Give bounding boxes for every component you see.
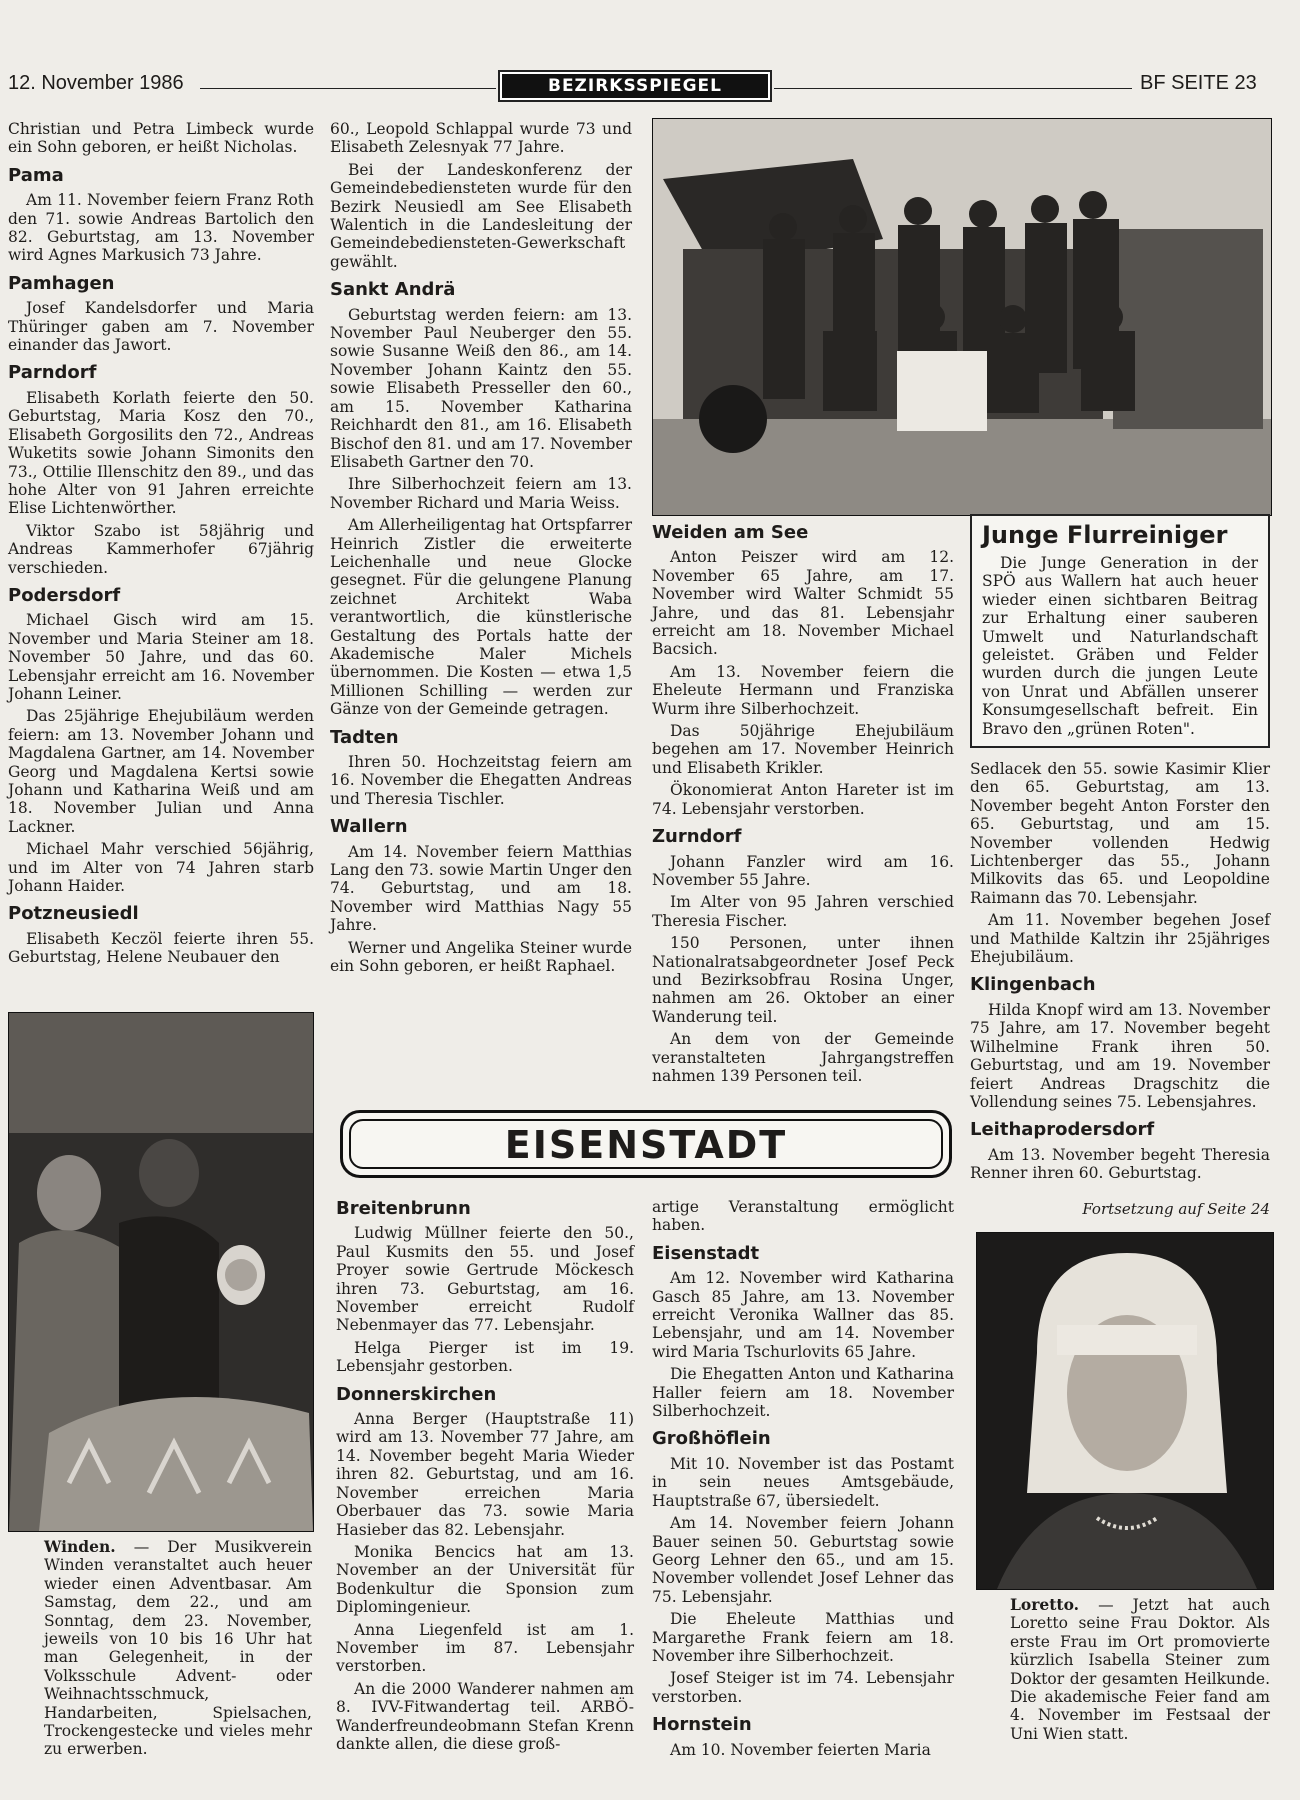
article-paragraph: Anna Liegenfeld ist am 1. November im 87. Lebensjahr verstorben.	[336, 1620, 634, 1676]
winden-photo	[8, 1012, 314, 1532]
place-heading: Hornstein	[652, 1714, 752, 1736]
column-2	[330, 120, 632, 979]
article-paragraph: Bei der Landeskonferenz der Gemeindebediensteten wurde für den Bezirk Neusiedl am See Elisabeth Walentich in die Landesleitung der Gemeindebediensteten-Gewerkschaft gewählt.	[330, 160, 632, 271]
winden-caption	[44, 1538, 312, 1759]
article-paragraph: artige Veranstaltung ermöglicht haben.	[652, 1198, 954, 1235]
column-4	[970, 760, 1270, 1187]
article-paragraph: Am 14. November feiern Johann Bauer seinen 50. Geburtstag sowie Georg Lehner den 65., und am 15. November vollendet Josef Lehner das 75. Lebensjahr.	[652, 1514, 954, 1606]
article-paragraph: Die Eheleute Matthias und Margarethe Frank feiern am 18. November ihre Silberhochzeit.	[652, 1610, 954, 1665]
article-paragraph: Im Alter von 95 Jahren verschied Theresia Fischer.	[652, 893, 954, 930]
continuation-note: Fortsetzung auf Seite 24	[1082, 1200, 1270, 1218]
article-paragraph: Anna Berger (Hauptstraße 11) wird am 13. November 77 Jahre, am 14. November begeht Maria Wieder ihren 82. Geburtstag, und am 16. November erreichen Maria Oberbauer das 73. sowie Maria Hasieber das 82. Lebensjahr.	[336, 1410, 634, 1539]
loretto-caption-lead: Loretto.	[1010, 1595, 1080, 1614]
article-paragraph: Werner und Angelika Steiner wurde ein Sohn geboren, er heißt Raphael.	[330, 938, 632, 976]
column-5	[336, 1190, 634, 1757]
column-1	[8, 120, 314, 971]
article-paragraph: Ökonomierat Anton Hareter ist im 74. Lebensjahr verstorben.	[652, 781, 954, 818]
junge-flurreiniger-box	[970, 514, 1270, 748]
loretto-caption	[1010, 1596, 1270, 1743]
winden-caption-lead: Winden.	[44, 1537, 116, 1556]
place-heading: Tadten	[330, 726, 399, 748]
article-paragraph: Josef Steiger ist im 74. Lebensjahr verstorben.	[652, 1669, 954, 1706]
junge-flurreiniger-text: Die Junge Generation in der SPÖ aus Wallern hat auch heuer wieder einen sichtbaren Beitrag zur Erhaltung einer sauberen Umwelt und Naturlandschaft geleistet. Gräben und Felder wurden durch die jungen Leute von Unrat und Abfällen unserer Konsumgesellschaft befreit. Ein Bravo den „grünen Roten".	[982, 554, 1258, 738]
article-paragraph: An die 2000 Wanderer nahmen am 8. IVV-Fitwandertag teil. ARBÖ-Wanderfreundeobmann Stefan Krenn dankte allen, die diese groß-	[336, 1679, 634, 1753]
place-heading: Potzneusiedl	[8, 903, 139, 925]
article-paragraph: Am 10. November feierten Maria	[670, 1740, 931, 1759]
advent-bazaar-image	[9, 1013, 313, 1531]
article-paragraph: Josef Kandelsdorfer und Maria Thüringer gaben am 7. November einander das Jawort.	[8, 299, 314, 355]
article-paragraph: Helga Pierger ist im 19. Lebensjahr gestorben.	[336, 1338, 634, 1376]
article-paragraph: Viktor Szabo ist 58jährig und Andreas Kammerhofer 67jährig verschieden.	[8, 521, 314, 577]
article-paragraph: Christian und Petra Limbeck wurde ein Sohn geboren, er heißt Nicholas.	[8, 120, 314, 157]
article-paragraph: 150 Personen, unter ihnen Nationalratsabgeordneter Josef Peck und Bezirksobfrau Rosina Unger, nahmen am 26. Oktober an einer Wanderung teil.	[652, 934, 954, 1026]
article-paragraph: Am 13. November begeht Theresia Renner ihren 60. Geburtstag.	[970, 1145, 1270, 1183]
place-heading: Eisenstadt	[652, 1242, 760, 1264]
article-paragraph: Am 14. November feiern Matthias Lang den 73. sowie Martin Unger den 74. Geburtstag, und am 18. November wird Matthias Nagy 55 Jahre.	[330, 842, 632, 935]
eisenstadt-banner	[340, 1110, 952, 1178]
place-heading: Großhöflein	[652, 1428, 771, 1450]
article-paragraph: Ihre Silberhochzeit feiern am 13. November Richard und Maria Weiss.	[330, 475, 632, 512]
place-heading: Donnerskirchen	[336, 1383, 497, 1405]
article-paragraph: Am 12. November wird Katharina Gasch 85 Jahre, am 13. November erreicht Veronika Wallner das 85. Lebensjahr, und am 14. November wird Maria Tschurlovits 65 Jahre.	[652, 1269, 954, 1361]
article-paragraph: Monika Bencics hat am 13. November an der Universität für Bodenkultur die Sponsion zum Diplomingenieur.	[336, 1542, 634, 1617]
eisenstadt-banner-text: EISENSTADT	[349, 1119, 943, 1169]
page-number: BF SEITE 23	[1140, 72, 1257, 94]
loretto-caption-text: — Jetzt hat auch Loretto seine Frau Doktor. Als erste Frau im Ort promovierte kürzlich Isabella Steiner zum Doktor der gesamten Heilkunde. Die akademische Feier fand am 4. November im Festsaal der Uni Wien statt.	[1010, 1596, 1270, 1743]
place-heading: Sankt Andrä	[330, 279, 456, 301]
flurreiniger-photo	[652, 118, 1272, 516]
article-paragraph: Michael Mahr verschied 56jährig, und im Alter von 74 Jahren starb Johann Haider.	[8, 840, 314, 896]
header-rule-left	[200, 88, 496, 89]
article-paragraph: Mit 10. November ist das Postamt in sein neues Amtsgebäude, Hauptstraße 67, übersiedelt.	[652, 1454, 954, 1510]
section-title: BEZIRKSSPIEGEL	[502, 74, 768, 98]
article-paragraph: Das 50jährige Ehejubiläum begehen am 17. November Heinrich und Elisabeth Krikler.	[652, 722, 954, 777]
place-heading: Pamhagen	[8, 272, 115, 294]
article-paragraph: Das 25jährige Ehejubiläum werden feiern: am 13. November Johann und Magdalena Gartner, am 14. November Georg und Magdalena Kertsi sowie Johann und Katharina Weiß und am 18. November Julian und Anna Lackner.	[8, 707, 314, 836]
article-paragraph: Die Ehegatten Anton und Katharina Haller feiern am 18. November Silberhochzeit.	[652, 1365, 954, 1421]
column-3	[652, 514, 954, 1089]
article-paragraph: Hilda Knopf wird am 13. November 75 Jahre, am 17. November begeht Wilhelmine Frank ihren 50. Geburtstag, und am 19. November feiert Andreas Dragschitz die Vollendung seines 75. Lebensjahres.	[970, 1000, 1270, 1111]
group-truck-image	[653, 119, 1271, 515]
place-heading: Zurndorf	[652, 826, 742, 848]
place-heading: Weiden am See	[652, 522, 809, 543]
portrait-image	[977, 1233, 1273, 1589]
place-heading: Podersdorf	[8, 584, 121, 606]
issue-date: 12. November 1986	[8, 72, 184, 94]
article-paragraph: 60., Leopold Schlappal wurde 73 und Elisabeth Zelesnyak 77 Jahre.	[330, 120, 632, 157]
header-rule-right	[774, 88, 1132, 89]
article-paragraph: Geburtstag werden feiern: am 13. November Paul Neuberger den 55. sowie Susanne Weiß den 86., am 14. November Johann Kaintz den 55. sowie Elisabeth Presseller den 60., am 15. November Katharina Reichhardt den 81., am 16. Elisabeth Bischof den 81. und am 17. November Elisabeth Gartner den 70.	[330, 305, 632, 471]
place-heading: Wallern	[330, 816, 408, 838]
article-paragraph: Michael Gisch wird am 15. November und Maria Steiner am 18. November 50 Jahre, und das 60. Lebensjahr erreicht am 16. November Johann Leiner.	[8, 611, 314, 703]
article-paragraph: Johann Fanzler wird am 16. November 55 Jahre.	[652, 852, 954, 889]
junge-flurreiniger-title: Junge Flurreiniger	[982, 521, 1228, 549]
place-heading: Parndorf	[8, 362, 97, 384]
article-paragraph: Sedlacek den 55. sowie Kasimir Klier den 65. Geburtstag, am 13. November begeht Anton Forster den 65. Geburtstag, und am 15. November vollenden Hedwig Lichtenberger das 55., Johann Milkovits das 65. und Leopoldine Raimann das 70. Lebensjahr.	[970, 760, 1270, 907]
article-paragraph: Elisabeth Korlath feierte den 50. Geburtstag, Maria Kosz den 70., Elisabeth Gorgosilits den 72., Andreas Wuketits sowie Johann Simonits den 73., Ottilie Illenschitz den 89., und das hohe Alter von 91 Jahren erreichte Elise Lichtenwörther.	[8, 388, 314, 518]
place-heading: Pama	[8, 164, 64, 186]
article-paragraph: Ludwig Müllner feierte den 50., Paul Kusmits den 55. und Josef Proyer sowie Gertrude Möckesch ihren 73. Geburtstag, am 16. November erreicht Rudolf Nebenmayer das 77. Lebensjahr.	[336, 1224, 634, 1335]
place-heading: Klingenbach	[970, 974, 1096, 996]
article-paragraph: Am 11. November begehen Josef und Mathilde Kaltzin ihr 25jähriges Ehejubiläum.	[970, 911, 1270, 967]
article-paragraph: Anton Peiszer wird am 12. November 65 Jahre, am 17. November wird Walter Schmidt 55 Jahre, und das 81. Lebensjahr erreicht am 18. November Michael Bacsich.	[652, 548, 954, 659]
article-paragraph: Am Allerheiligentag hat Ortspfarrer Heinrich Zistler die erweiterte Leichenhalle und neue Glocke gesegnet. Für die gelungene Planung zeichnet Architekt Waba verantwortlich, die künstlerische Gestaltung des Portals hatte der Akademische Maler Michels übernommen. Die Kosten — etwa 1,5 Millionen Schilling — werden zur Gänze von der Gemeinde getragen.	[330, 516, 632, 719]
article-paragraph: Elisabeth Keczöl feierte ihren 55. Geburtstag, Helene Neubauer den	[8, 929, 314, 967]
article-paragraph: Ihren 50. Hochzeitstag feiern am 16. November die Ehegatten Andreas und Theresia Tischler.	[330, 753, 632, 808]
winden-caption-text: — Der Musikverein Winden veranstaltet auch heuer wieder einen Adventbasar. Am Samstag, dem 22., und am Sonntag, dem 23. November, jeweils von 10 bis 16 Uhr hat man Gelegenheit, in der Volksschule Advent- oder Weihnachtsschmuck, Handarbeiten, Spielsachen, Trockengestecke und vieles mehr zu erwerben.	[44, 1538, 312, 1759]
place-heading: Breitenbrunn	[336, 1198, 471, 1219]
place-heading: Leithaprodersdorf	[970, 1119, 1155, 1141]
section-badge	[498, 70, 772, 102]
column-6	[652, 1198, 954, 1763]
loretto-photo	[976, 1232, 1274, 1590]
article-paragraph: Am 11. November feiern Franz Roth den 71. sowie Andreas Bartolich den 82. Geburtstag, am 13. November wird Agnes Markusich 73 Jahre.	[8, 191, 314, 265]
article-paragraph: Am 13. November feiern die Eheleute Hermann und Franziska Wurm ihre Silberhochzeit.	[652, 662, 954, 718]
article-paragraph: An dem von der Gemeinde veranstalteten Jahrgangstreffen nahmen 139 Personen teil.	[652, 1030, 954, 1085]
